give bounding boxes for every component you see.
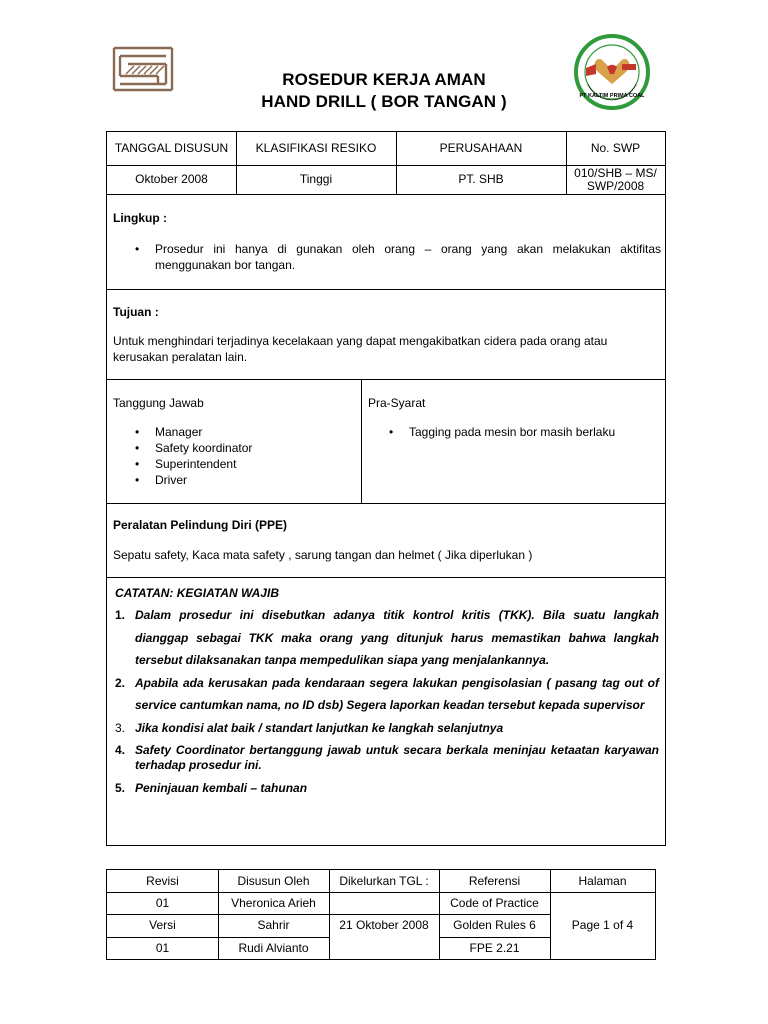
list-item: • Safety koordinator [111,440,351,456]
list-item: • Superintendent [111,456,351,472]
header-dikeluarkan: Dikelurkan TGL : [339,873,429,888]
divider [107,503,665,504]
divider [107,379,665,380]
divider [107,577,665,578]
referensi-1: Code of Practice [450,895,539,910]
pra-syarat-list [365,424,655,440]
header-tanggal: TANGGAL DISUSUN [114,141,229,155]
list-item: • Prosedur ini hanya di gunakan oleh orang – orang yang akan melakukan aktifitas menggunakan bor tangan. [111,241,661,273]
value-perusahaan: PT. SHB [458,172,504,186]
tanggung-jawab-list [111,424,351,488]
value-no-swp: 010/SHB – MS/ SWP/2008 [574,165,657,193]
badge-text: PT KALTIM PRIMA COAL [579,93,645,99]
header-no-swp: No. SWP [590,141,641,155]
divider [107,194,665,195]
header-klasifikasi: KLASIFIKASI RESIKO [255,141,377,155]
header-disusun-oleh: Disusun Oleh [237,873,310,888]
ppe-text: Sepatu safety, Kaca mata safety , sarung tangan dan helmet ( Jika diperlukan ) [113,548,533,562]
revisi-value: 01 [155,895,170,910]
header-revisi: Revisi [146,873,179,888]
disusun-oleh-1: Vheronica Arieh [231,895,316,910]
divider [361,379,362,503]
header-referensi: Referensi [468,873,521,888]
list-item: 5. Peninjauan kembali – tahunan [115,781,308,795]
disusun-oleh-2: Sahrir [257,918,290,932]
header-perusahaan: PERUSAHAAN [439,141,523,155]
revision-table [106,869,656,960]
referensi-3: FPE 2.21 [469,940,520,955]
catatan-list [115,604,659,800]
list-item: 2. Apabila ada kerusakan pada kendaraan segera lakukan pengisolasian ( pasang tag out of service cantumkan nama, no ID dsb) Segera laporkan keadan tersebut kepada supervisor [115,675,659,712]
dikeluarkan-value: 21 Oktober 2008 [339,918,429,932]
catatan-title: CATATAN: KEGIATAN WAJIB [115,586,279,600]
divider [107,289,665,290]
versi-value: 01 [155,940,170,955]
list-item: • Driver [111,472,351,488]
tujuan-label: Tujuan : [113,305,159,319]
pra-syarat-label: Pra-Syarat [368,396,426,410]
halaman-value: Page 1 of 4 [571,918,634,932]
disusun-oleh-3: Rudi Alvianto [238,940,309,955]
document-subtitle: HAND DRILL ( BOR TANGAN ) [261,92,507,111]
header-halaman: Halaman [578,873,627,888]
ppe-label: Peralatan Pelindung Diri (PPE) [113,518,288,532]
list-item: • Manager [111,424,351,440]
lingkup-label: Lingkup : [113,211,167,225]
list-item: • Tagging pada mesin bor masih berlaku [365,424,655,440]
list-item: 4. Safety Coordinator bertanggung jawab untuk secara berkala meninjau ketaatan karyawan terhadap prosedur ini. [115,743,659,772]
value-klasifikasi: Tinggi [299,172,333,186]
list-item: 3. Jika kondisi alat baik / standart lanjutkan ke langkah selanjutnya [115,720,504,735]
lingkup-list [111,241,661,273]
list-item: 1. Dalam prosedur ini disebutkan adanya titik kontrol kritis (TKK). Bila suatu langkah dianggap sebagai TKK maka orang yang ditunjuk harus memastikan bahwa langkah tersebut dilaksanakan tanpa mempedulikan siapa yang menjalankannya. [115,608,659,667]
tanggung-jawab-label: Tanggung Jawab [113,396,204,410]
value-tanggal: Oktober 2008 [135,172,208,186]
referensi-2: Golden Rules 6 [453,918,536,932]
tujuan-text: Untuk menghindari terjadinya kecelakaan yang dapat mengakibatkan cidera pada orang atau kerusakan peralatan lain. [113,334,608,364]
procedure-frame [106,131,666,846]
versi-label: Versi [149,918,176,932]
document-title: ROSEDUR KERJA AMAN [282,70,486,89]
